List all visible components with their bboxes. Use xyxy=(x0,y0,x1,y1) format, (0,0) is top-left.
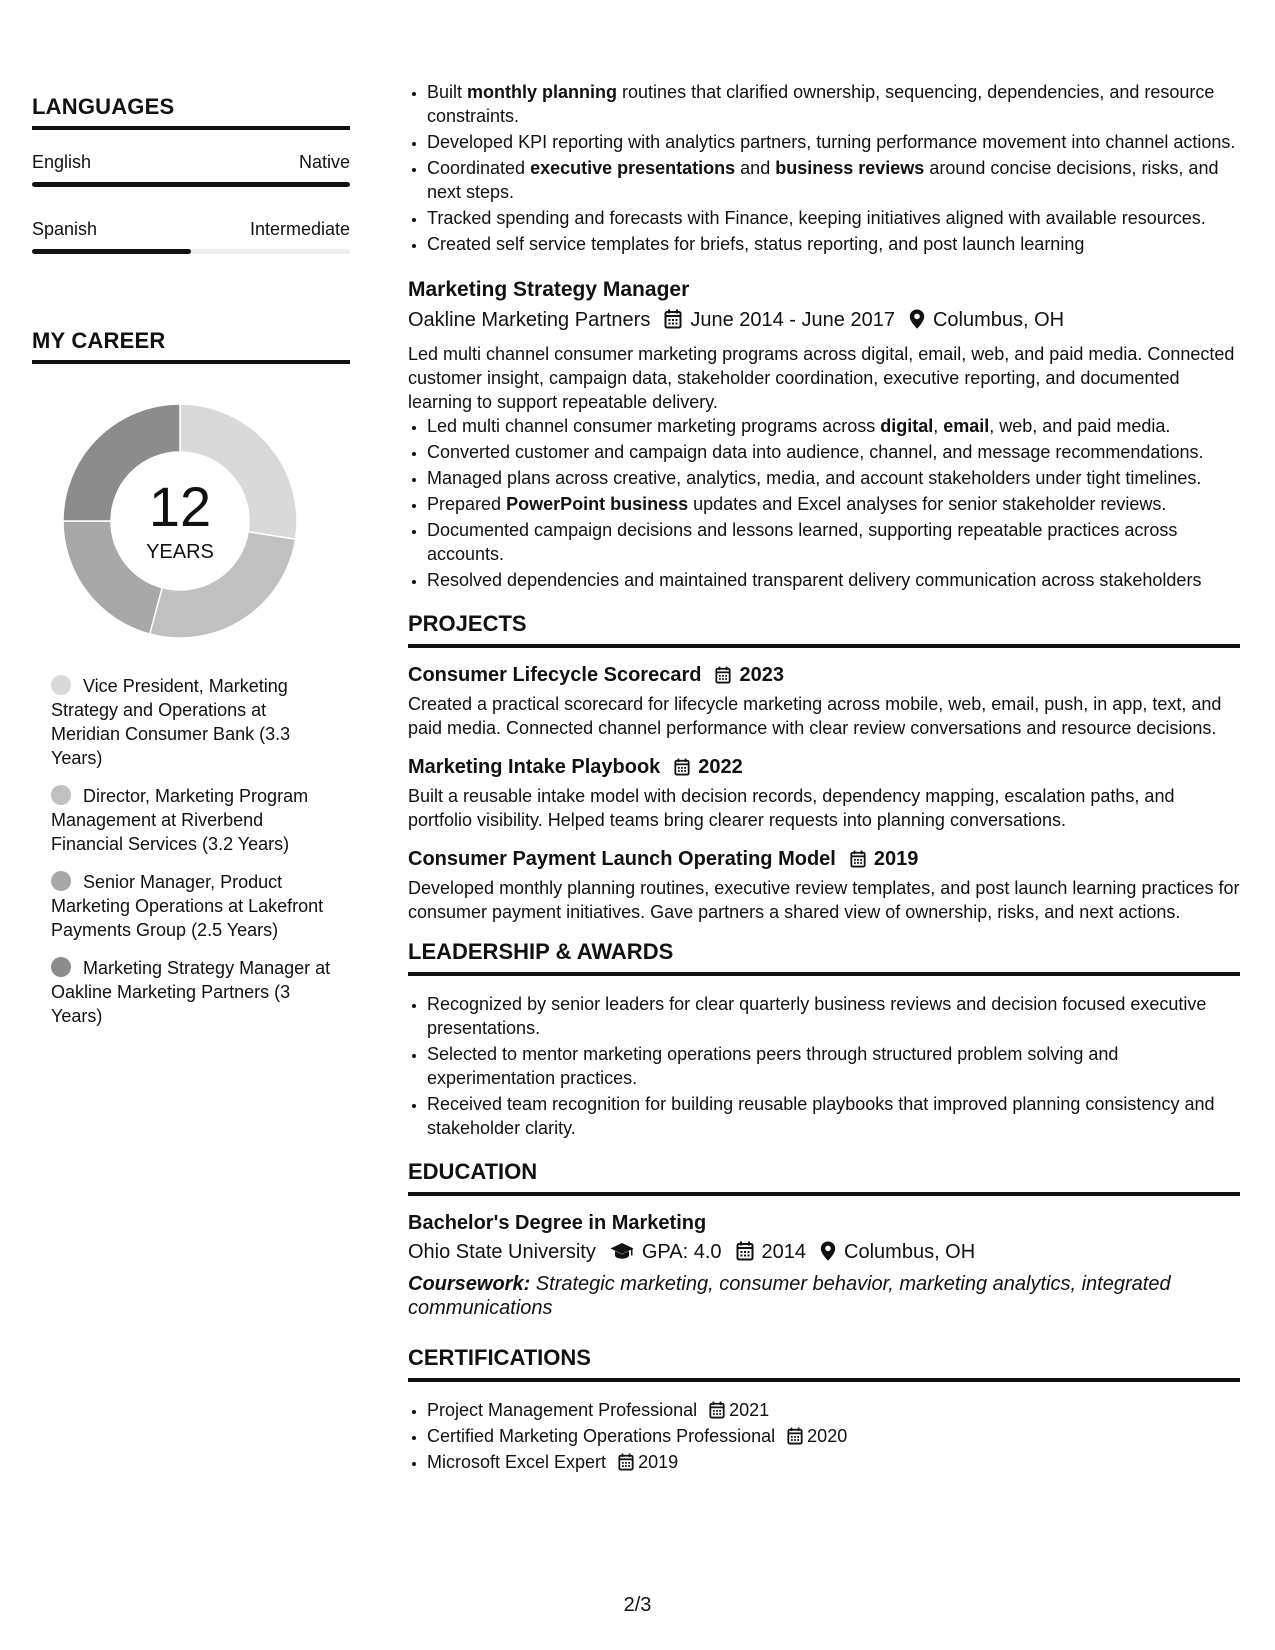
bullet-item xyxy=(427,414,1240,438)
graduation-cap-icon xyxy=(610,1241,634,1261)
bullet-text: , web, and paid media. xyxy=(989,416,1171,436)
job-bullets xyxy=(408,414,1240,592)
calendar-icon xyxy=(850,850,866,868)
legend-dot xyxy=(51,785,71,805)
language-proficiency-fill xyxy=(32,182,350,187)
education-year: 2014 xyxy=(761,1241,807,1263)
bullet-text: , xyxy=(933,416,944,436)
certification-name: Microsoft Excel Expert xyxy=(427,1452,607,1472)
leadership-heading: LEADERSHIP & AWARDS xyxy=(408,938,1240,976)
career-donut-chart xyxy=(55,396,305,646)
calendar-icon xyxy=(618,1453,634,1471)
bullet-text: Built xyxy=(427,82,468,102)
bullet-item xyxy=(427,466,1240,490)
certification-item xyxy=(427,1450,1240,1474)
job-company: Oakline Marketing Partners xyxy=(408,309,651,331)
education-location: Columbus, OH xyxy=(844,1241,976,1263)
legend-dot xyxy=(51,871,71,891)
education-meta xyxy=(408,1238,1240,1266)
bullet-item xyxy=(427,568,1240,592)
calendar-icon xyxy=(709,1401,725,1419)
project-description: Developed monthly planning routines, executive review templates, and post launch learning practices for consumer payment initiatives. Gave partners a shared view of ownership, risks, and next actions. xyxy=(408,878,1240,922)
legend-dot xyxy=(51,675,71,695)
calendar-icon xyxy=(715,666,731,684)
career-legend-text: Marketing Strategy Manager at Oakline Marketing Partners (3 Years) xyxy=(51,958,331,1026)
job-location: Columbus, OH xyxy=(932,309,1065,331)
bullet-text: executive presentations xyxy=(530,158,736,178)
career-heading: MY CAREER xyxy=(32,328,350,364)
bullet-text: Prepared xyxy=(427,494,507,514)
project-year: 2023 xyxy=(739,664,784,686)
certifications-list xyxy=(408,1398,1240,1474)
bullet-item xyxy=(427,206,1240,230)
project-title: Marketing Intake Playbook xyxy=(408,756,661,778)
career-legend-item xyxy=(51,956,333,1028)
previous-job-bullets xyxy=(408,80,1240,256)
education-heading: EDUCATION xyxy=(408,1158,1240,1196)
career-legend-item xyxy=(51,784,333,856)
leadership-list xyxy=(408,992,1240,1140)
bullet-text: digital xyxy=(880,416,934,436)
career-total-years: 12 xyxy=(148,474,212,538)
bullet-text: business reviews xyxy=(775,158,925,178)
language-name: English xyxy=(32,152,92,172)
leadership-item: • Received team recognition for building reusable playbooks that improved planning consistency and stakeholder clarity. xyxy=(427,1092,1240,1140)
language-level: Intermediate xyxy=(249,219,350,239)
coursework-label: Coursework: xyxy=(408,1273,531,1295)
project-item xyxy=(408,846,1240,924)
career-legend-text: Senior Manager, Product Marketing Operations at Lakefront Payments Group (2.5 Years) xyxy=(51,872,324,940)
calendar-icon xyxy=(664,309,682,329)
leadership-item: • Recognized by senior leaders for clear quarterly business reviews and decision focused executive presentations. xyxy=(427,992,1240,1040)
bullet-text: Resolved dependencies and maintained transparent delivery communication across stakeholders xyxy=(427,570,1202,590)
bullet-text: Tracked spending and forecasts with Finance, keeping initiatives aligned with available resources. xyxy=(427,208,1206,228)
bullet-item xyxy=(427,232,1240,256)
page-number: 2/3 xyxy=(623,1594,652,1616)
leadership-item: • Selected to mentor marketing operations peers through structured problem solving and experimentation practices. xyxy=(427,1042,1240,1090)
education-gpa: GPA: 4.0 xyxy=(641,1241,722,1263)
language-proficiency-bar xyxy=(32,249,350,254)
bullet-item xyxy=(427,130,1240,154)
bullet-text: Coordinated xyxy=(427,158,531,178)
bullet-text: around concise decisions, risks, and next steps. xyxy=(427,158,1219,202)
location-pin-icon xyxy=(820,1241,836,1261)
legend-dot xyxy=(51,957,71,977)
career-legend-item xyxy=(51,870,333,942)
bullet-text: monthly planning xyxy=(467,82,618,102)
calendar-icon xyxy=(674,758,690,776)
certification-name: Project Management Professional xyxy=(427,1400,698,1420)
career-legend-item xyxy=(51,674,333,770)
certification-year: 2021 xyxy=(729,1400,770,1420)
language-row xyxy=(32,152,350,173)
project-title: Consumer Lifecycle Scorecard xyxy=(408,664,702,686)
job-title: Marketing Strategy Manager xyxy=(408,278,690,301)
bullet-text: Led multi channel consumer marketing programs across xyxy=(427,416,881,436)
job-summary: Led multi channel consumer marketing programs across digital, email, web, and paid media. Connected customer insight, campaign data, stakeholder coordination, executive reporting, and documented learning to support repeatable delivery. xyxy=(408,344,1235,412)
calendar-icon xyxy=(736,1241,754,1261)
bullet-text: Documented campaign decisions and lessons learned, supporting repeatable practices across accounts. xyxy=(427,520,1178,564)
certification-name: Certified Marketing Operations Professional xyxy=(427,1426,776,1446)
certification-item xyxy=(427,1424,1240,1448)
career-total-unit: YEARS xyxy=(146,540,214,563)
language-level: Native xyxy=(298,152,350,172)
bullet-item xyxy=(427,518,1240,566)
projects-list xyxy=(408,662,1240,924)
education-school: Ohio State University xyxy=(408,1241,596,1263)
education-coursework xyxy=(408,1272,1240,1320)
bullet-text: email xyxy=(943,416,990,436)
bullet-text: PowerPoint business xyxy=(506,494,689,514)
bullet-text: routines that clarified ownership, sequencing, dependencies, and resource constraints. xyxy=(427,82,1215,126)
career-legend xyxy=(51,674,333,1028)
sidebar xyxy=(32,94,350,1042)
language-proficiency-fill xyxy=(32,249,191,254)
project-title: Consumer Payment Launch Operating Model xyxy=(408,848,836,870)
project-description: Built a reusable intake model with decision records, dependency mapping, escalation paths, and portfolio visibility. Helped teams bring clearer requests into planning conversations. xyxy=(408,786,1175,830)
project-year: 2019 xyxy=(873,848,919,870)
bullet-text: Created self service templates for briefs, status reporting, and post launch learning xyxy=(427,234,1085,254)
project-item xyxy=(408,754,1240,832)
main-column xyxy=(408,80,1240,1476)
job-dates: June 2014 - June 2017 xyxy=(690,309,895,331)
language-proficiency-bar xyxy=(32,182,350,187)
bullet-text: and xyxy=(735,158,776,178)
bullet-item xyxy=(427,80,1240,128)
coursework-text: Strategic marketing, consumer behavior, marketing analytics, integrated communications xyxy=(408,1273,1171,1319)
project-description: Created a practical scorecard for lifecycle marketing across mobile, web, email, push, in app, text, and paid media. Connected channel performance with clear review conversations and resource decisions. xyxy=(408,694,1222,738)
bullet-text: Managed plans across creative, analytics, media, and account stakeholders under tight timelines. xyxy=(427,468,1202,488)
certifications-heading: CERTIFICATIONS xyxy=(408,1344,1240,1382)
certification-year: 2019 xyxy=(638,1452,679,1472)
bullet-item xyxy=(427,492,1240,516)
project-title-row xyxy=(408,662,1240,688)
certification-item xyxy=(427,1398,1240,1422)
calendar-icon xyxy=(787,1427,803,1445)
job-meta xyxy=(408,306,1240,334)
bullet-text: updates and Excel analyses for senior stakeholder reviews. xyxy=(688,494,1167,514)
donut-center xyxy=(55,396,305,646)
location-pin-icon xyxy=(909,309,925,329)
bullet-item xyxy=(427,440,1240,464)
bullet-text: Converted customer and campaign data into audience, channel, and message recommendations. xyxy=(427,442,1204,462)
projects-heading: PROJECTS xyxy=(408,610,1240,648)
project-title-row xyxy=(408,846,1240,872)
bullet-text: Developed KPI reporting with analytics partners, turning performance movement into channel actions. xyxy=(427,132,1236,152)
project-title-row xyxy=(408,754,1240,780)
certification-year: 2020 xyxy=(807,1426,848,1446)
languages-heading: LANGUAGES xyxy=(32,94,350,130)
languages-list xyxy=(32,152,350,254)
language-row xyxy=(32,219,350,240)
language-name: Spanish xyxy=(32,219,98,239)
project-item xyxy=(408,662,1240,740)
education-degree: Bachelor's Degree in Marketing xyxy=(408,1212,707,1234)
bullet-item xyxy=(427,156,1240,204)
career-legend-text: Director, Marketing Program Management at Riverbend Financial Services (3.2 Years) xyxy=(51,786,309,854)
career-legend-text: Vice President, Marketing Strategy and Operations at Meridian Consumer Bank (3.3 Years) xyxy=(51,676,291,768)
project-year: 2022 xyxy=(698,756,743,778)
